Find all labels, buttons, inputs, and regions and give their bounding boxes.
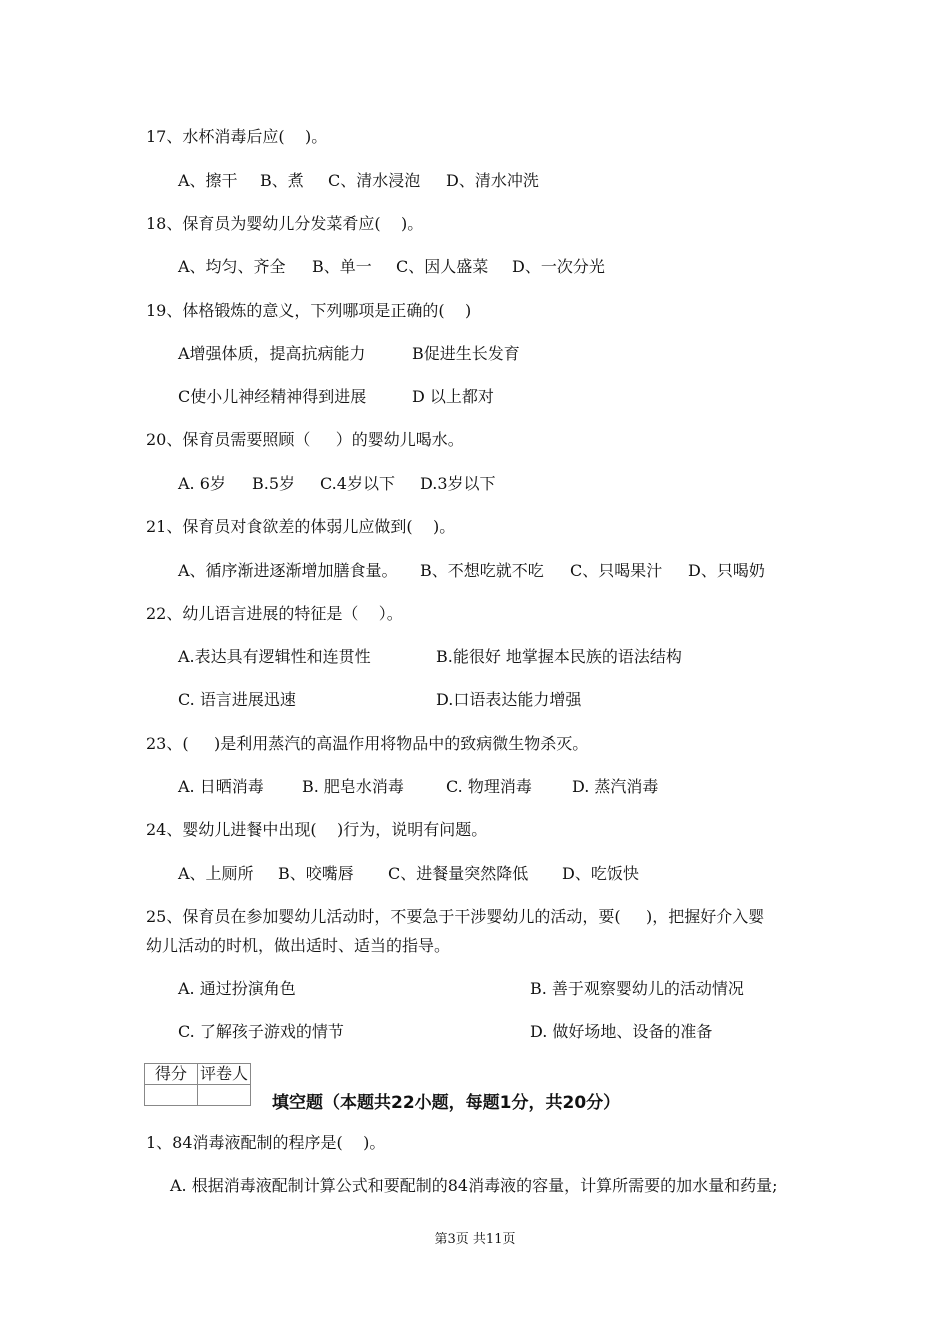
option-c: C使小儿神经精神得到进展 bbox=[178, 387, 367, 406]
option-a: A增强体质，提高抗病能力 bbox=[178, 344, 366, 363]
question-25-continued: 幼儿活动的时机，做出适时、适当的指导。 bbox=[146, 936, 451, 955]
option-b: B、不想吃就不吃 bbox=[420, 561, 544, 580]
option-c: C. 了解孩子游戏的情节 bbox=[178, 1022, 344, 1041]
fill-question-1-a: A. 根据消毒液配制计算公式和要配制的84消毒液的容量，计算所需要的加水量和药量; bbox=[170, 1176, 778, 1195]
option-a: A、循序渐进逐渐增加膳食量。 bbox=[178, 561, 398, 580]
option-a: A. 6岁 bbox=[178, 474, 226, 493]
option-c: C、进餐量突然降低 bbox=[388, 864, 529, 883]
score-header: 得分 bbox=[145, 1064, 198, 1085]
option-b: B. 肥皂水消毒 bbox=[302, 777, 404, 796]
option-a: A. 日晒消毒 bbox=[178, 777, 264, 796]
question-22: 22、幼儿语言进展的特征是（ ）。 bbox=[146, 604, 403, 623]
option-b: B、煮 bbox=[260, 171, 304, 190]
question-25: 25、保育员在参加婴幼儿活动时，不要急于干涉婴幼儿的活动，要( )，把握好介入婴 bbox=[146, 907, 765, 926]
question-24: 24、婴幼儿进餐中出现( )行为，说明有问题。 bbox=[146, 820, 488, 839]
option-d: D. 蒸汽消毒 bbox=[572, 777, 659, 796]
option-b: B.5岁 bbox=[252, 474, 296, 493]
fill-question-1: 1、84消毒液配制的程序是( )。 bbox=[146, 1133, 386, 1152]
option-b: B.能很好 地掌握本民族的语法结构 bbox=[436, 647, 682, 666]
question-19: 19、体格锻炼的意义，下列哪项是正确的( ) bbox=[146, 301, 472, 320]
option-d: D、只喝奶 bbox=[688, 561, 765, 580]
page-footer: 第3页 共11页 bbox=[434, 1232, 516, 1247]
option-a: A、擦干 bbox=[178, 171, 238, 190]
question-20: 20、保育员需要照顾（ ）的婴幼儿喝水。 bbox=[146, 430, 464, 449]
option-c: C.4岁以下 bbox=[320, 474, 395, 493]
option-d: D 以上都对 bbox=[412, 387, 494, 406]
section-title: 填空题（本题共22小题，每题1分，共20分） bbox=[272, 1093, 621, 1113]
question-18: 18、保育员为婴幼儿分发菜肴应( )。 bbox=[146, 214, 424, 233]
option-b: B. 善于观察婴幼儿的活动情况 bbox=[530, 979, 744, 998]
option-c: C. 语言进展迅速 bbox=[178, 690, 296, 709]
grader-header: 评卷人 bbox=[198, 1064, 251, 1085]
option-c: C、清水浸泡 bbox=[328, 171, 421, 190]
score-cell bbox=[145, 1085, 198, 1106]
option-b: B促进生长发育 bbox=[412, 344, 520, 363]
option-a: A. 通过扮演角色 bbox=[178, 979, 296, 998]
option-d: D、一次分光 bbox=[512, 257, 605, 276]
grader-cell bbox=[198, 1085, 251, 1106]
option-c: C、只喝果汁 bbox=[570, 561, 663, 580]
question-21: 21、保育员对食欲差的体弱儿应做到( )。 bbox=[146, 517, 456, 536]
option-b: B、单一 bbox=[312, 257, 372, 276]
option-a: A.表达具有逻辑性和连贯性 bbox=[178, 647, 371, 666]
option-d: D.口语表达能力增强 bbox=[436, 690, 582, 709]
score-table bbox=[144, 1063, 251, 1106]
option-d: D、清水冲洗 bbox=[446, 171, 539, 190]
option-b: B、咬嘴唇 bbox=[278, 864, 354, 883]
option-c: C. 物理消毒 bbox=[446, 777, 532, 796]
option-d: D、吃饭快 bbox=[562, 864, 639, 883]
option-a: A、均匀、齐全 bbox=[178, 257, 286, 276]
option-d: D. 做好场地、设备的准备 bbox=[530, 1022, 713, 1041]
question-17: 17、水杯消毒后应( )。 bbox=[146, 127, 328, 146]
option-c: C、因人盛菜 bbox=[396, 257, 489, 276]
option-a: A、上厕所 bbox=[178, 864, 254, 883]
question-23: 23、( )是利用蒸汽的高温作用将物品中的致病微生物杀灭。 bbox=[146, 734, 589, 753]
option-d: D.3岁以下 bbox=[420, 474, 496, 493]
